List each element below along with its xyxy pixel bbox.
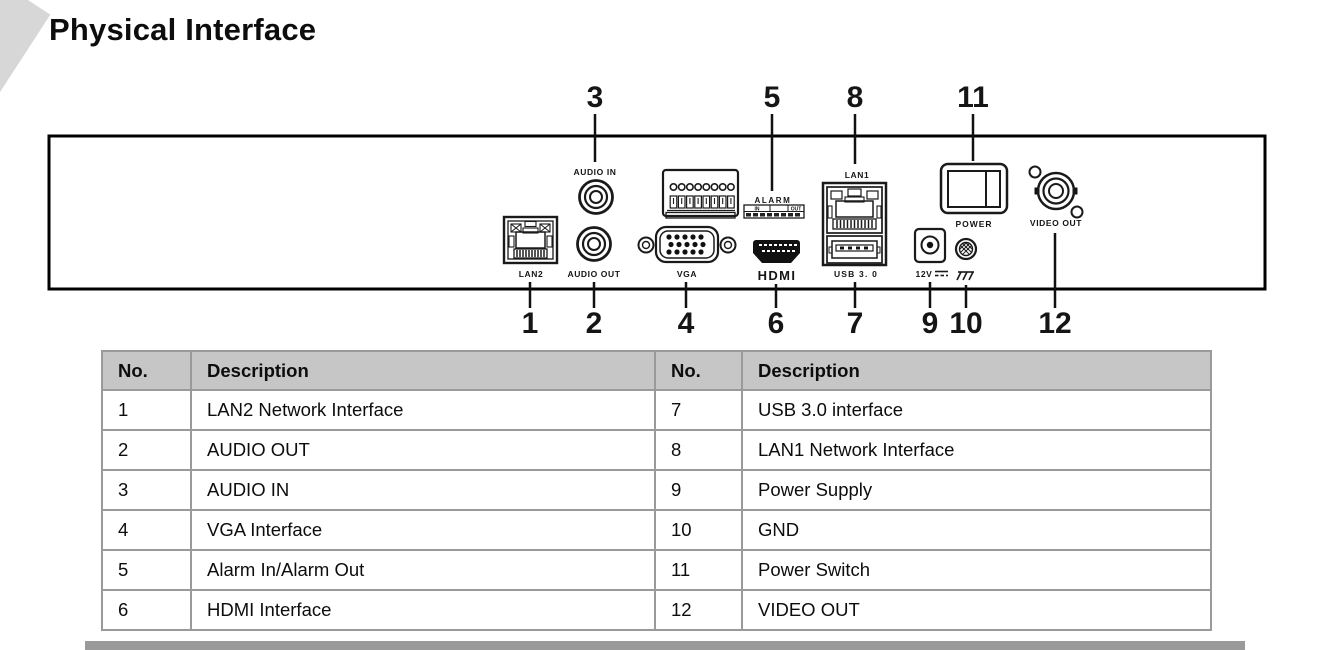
- table-header-no: No.: [656, 352, 741, 389]
- table-cell-description: GND: [743, 511, 1210, 549]
- table-cell-description: Power Switch: [743, 551, 1210, 589]
- alarm-out-label: OUT: [790, 206, 802, 213]
- alarm-in-label: IN: [754, 206, 760, 213]
- port-label-hdmi: HDMI: [757, 268, 797, 283]
- callout-bottom-9: [922, 282, 939, 340]
- page-title: Physical Interface: [49, 12, 317, 47]
- callout-number: 11: [957, 81, 989, 114]
- interface-description-table: [101, 350, 1212, 631]
- table-cell-description: HDMI Interface: [192, 591, 654, 629]
- table-cell-description: VIDEO OUT: [743, 591, 1210, 629]
- table-cell-no: 11: [656, 551, 741, 589]
- table-cell-description: USB 3.0 interface: [743, 391, 1210, 429]
- table-cell-description: AUDIO IN: [192, 471, 654, 509]
- callout-number: 2: [585, 307, 603, 340]
- callout-bottom-10: [949, 285, 982, 340]
- port-label-video-out: VIDEO OUT: [1029, 218, 1083, 228]
- table-cell-no: 12: [656, 591, 741, 629]
- table-cell-no: 9: [656, 471, 741, 509]
- callout-number: 6: [767, 307, 785, 340]
- callout-bottom-2: [586, 282, 603, 340]
- callout-bottom-7: [847, 282, 864, 340]
- port-label-audio-in: AUDIO IN: [573, 167, 617, 177]
- port-lan1-usb: [823, 170, 886, 279]
- table-cell-no: 5: [103, 551, 190, 589]
- table-cell-no: 8: [656, 431, 741, 469]
- table-cell-no: 4: [103, 511, 190, 549]
- table-cell-description: LAN1 Network Interface: [743, 431, 1210, 469]
- table-cell-description: Alarm In/Alarm Out: [192, 551, 654, 589]
- callout-number: 9: [921, 307, 939, 340]
- table-cell-description: VGA Interface: [192, 511, 654, 549]
- port-label-audio-out: AUDIO OUT: [567, 269, 621, 279]
- callout-number: 5: [763, 81, 781, 114]
- table-cell-no: 2: [103, 431, 190, 469]
- callout-number: 4: [677, 307, 695, 340]
- alarm-label: ALARM: [754, 196, 792, 205]
- callout-bottom-4: [678, 282, 695, 340]
- callout-number: 10: [949, 307, 983, 340]
- table-header-no: No.: [103, 352, 190, 389]
- table-cell-no: 10: [656, 511, 741, 549]
- callout-number: 7: [846, 307, 864, 340]
- port-label-lan2: LAN2: [518, 269, 544, 279]
- table-cell-description: AUDIO OUT: [192, 431, 654, 469]
- port-label-power: POWER: [955, 219, 993, 229]
- port-label-lan1: LAN1: [844, 170, 870, 180]
- callout-number: 1: [521, 307, 539, 340]
- table-cell-description: LAN2 Network Interface: [192, 391, 654, 429]
- bottom-accent-bar: [85, 641, 1245, 650]
- callout-number: 3: [586, 81, 604, 114]
- callout-number: 12: [1038, 307, 1072, 340]
- callout-bottom-1: [522, 282, 539, 340]
- table-cell-no: 1: [103, 391, 190, 429]
- table-cell-no: 6: [103, 591, 190, 629]
- table-header-description: Description: [192, 352, 654, 389]
- table-cell-no: 7: [656, 391, 741, 429]
- table-cell-no: 3: [103, 471, 190, 509]
- table-cell-description: Power Supply: [743, 471, 1210, 509]
- port-label-usb: USB 3. 0: [833, 269, 879, 279]
- table-header-description: Description: [743, 352, 1210, 389]
- callout-bottom-6: [768, 284, 785, 340]
- port-label-12v: 12V: [915, 269, 933, 279]
- port-label-vga: VGA: [676, 269, 698, 279]
- callout-number: 8: [846, 81, 864, 114]
